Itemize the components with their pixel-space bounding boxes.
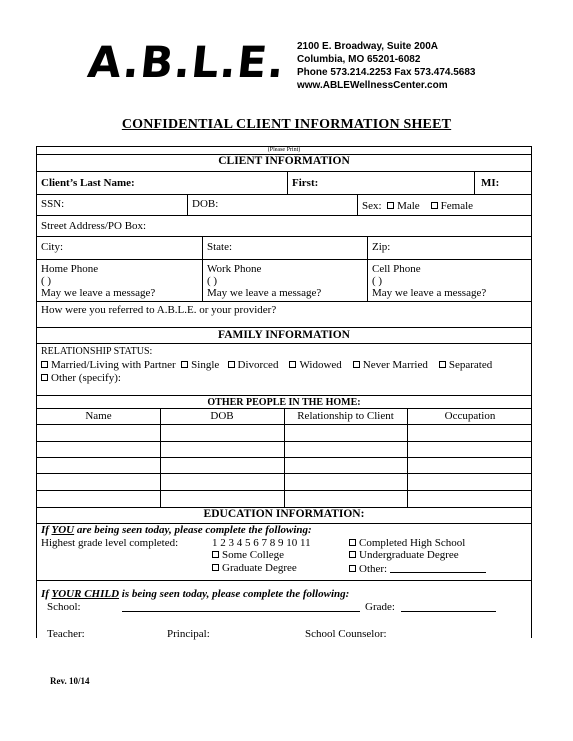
street-label: Street Address/PO Box: [41, 220, 147, 232]
col-dob: DOB [210, 410, 234, 422]
address-block [297, 40, 475, 92]
table-row[interactable] [37, 457, 531, 458]
teacher-label: Teacher: [47, 628, 85, 640]
other-relationship [41, 372, 121, 384]
married-checkbox[interactable] [41, 361, 48, 368]
please-print-note: (Please Print) [267, 147, 301, 153]
table-row[interactable] [37, 473, 531, 474]
home-phone-label: Home Phone [41, 263, 99, 275]
some-college-option: Some College [212, 549, 284, 561]
grade-line[interactable] [401, 611, 496, 612]
undergrad-checkbox[interactable] [349, 551, 356, 558]
col-name: Name [85, 410, 112, 422]
work-phone-label: Work Phone [207, 263, 262, 275]
principal-label: Principal: [167, 628, 210, 640]
other-education-option: Other: [349, 562, 486, 575]
sex-label: Sex: [362, 200, 382, 212]
other-relationship-checkbox[interactable] [41, 374, 48, 381]
client-form [36, 146, 532, 638]
state-label: State: [207, 241, 233, 253]
relationship-options [41, 359, 492, 371]
city-label: City: [41, 241, 64, 253]
never-married-label: Never Married [362, 359, 428, 371]
other-relationship-label: Other (specify): [51, 372, 121, 384]
work-phone-paren: ( ) [207, 275, 218, 287]
col-occupation: Occupation [444, 410, 496, 422]
school-field [47, 601, 81, 613]
widowed-label: Widowed [299, 359, 342, 371]
table-row[interactable] [37, 424, 531, 425]
highest-grade-label: Highest grade level completed: [41, 537, 179, 549]
table-row[interactable] [37, 441, 531, 442]
grade-label: Grade: [365, 601, 395, 613]
referred-label: How were you referred to A.B.L.E. or your provider? [41, 304, 277, 316]
other-education-line[interactable] [390, 562, 486, 573]
completed-hs-checkbox[interactable] [349, 539, 356, 546]
undergrad-option: Undergraduate Degree [349, 549, 459, 561]
family-info-heading: FAMILY INFORMATION [218, 329, 350, 341]
grade-numbers[interactable]: 1 2 3 4 5 6 7 8 9 10 11 [212, 537, 311, 549]
married-label: Married/Living with Partner [51, 359, 176, 371]
address-line-1: 2100 E. Broadway, Suite 200A [297, 41, 438, 52]
other-education-checkbox[interactable] [349, 565, 356, 572]
cell-phone-label: Cell Phone [372, 263, 421, 275]
widowed-checkbox[interactable] [289, 361, 296, 368]
phone-fax-line: Phone 573.214.2253 Fax 573.474.5683 [297, 67, 476, 78]
client-info-heading: CLIENT INFORMATION [218, 155, 350, 167]
single-label: Single [191, 359, 220, 371]
single-checkbox[interactable] [181, 361, 188, 368]
education-heading: EDUCATION INFORMATION: [203, 508, 365, 520]
relationship-status-label: RELATIONSHIP STATUS: [41, 346, 153, 357]
col-relationship: Relationship to Client [297, 410, 394, 422]
work-message-label: May we leave a message? [207, 287, 322, 299]
graduate-degree-option: Graduate Degree [212, 562, 297, 574]
cell-message-label: May we leave a message? [372, 287, 487, 299]
female-checkbox[interactable] [431, 202, 438, 209]
separated-label: Separated [448, 359, 493, 371]
completed-hs-option: Completed High School [349, 537, 465, 549]
dob-label: DOB: [192, 198, 219, 210]
revision-note: Rev. 10/14 [50, 676, 90, 686]
school-label: School: [47, 601, 81, 613]
separated-checkbox[interactable] [439, 361, 446, 368]
child-instructions: If YOUR CHILD is being seen today, please complete the following: [41, 588, 350, 600]
other-people-heading: OTHER PEOPLE IN THE HOME: [207, 397, 361, 408]
counselor-label: School Counselor: [305, 628, 387, 640]
cell-phone-paren: ( ) [372, 275, 383, 287]
female-label: Female [440, 200, 474, 212]
zip-label: Zip: [372, 241, 391, 253]
never-married-checkbox[interactable] [353, 361, 360, 368]
divorced-label: Divorced [237, 359, 279, 371]
ssn-label: SSN: [41, 198, 65, 210]
graduate-degree-checkbox[interactable] [212, 564, 219, 571]
male-checkbox[interactable] [387, 202, 394, 209]
table-row[interactable] [37, 490, 531, 491]
divorced-checkbox[interactable] [228, 361, 235, 368]
male-label: Male [397, 200, 420, 212]
address-line-2: Columbia, MO 65201-6082 [297, 54, 421, 65]
last-name-label: Client’s Last Name: [41, 177, 135, 189]
home-phone-paren: ( ) [41, 275, 52, 287]
you-instructions: If YOU are being seen today, please complete the following: [41, 524, 312, 536]
some-college-checkbox[interactable] [212, 551, 219, 558]
sex-field [362, 200, 473, 212]
able-logo: A.B.L.E. [85, 38, 288, 88]
home-message-label: May we leave a message? [41, 287, 156, 299]
school-line[interactable] [122, 611, 360, 612]
first-name-label: First: [292, 177, 319, 189]
mi-label: MI: [481, 177, 500, 189]
page-title: CONFIDENTIAL CLIENT INFORMATION SHEET [121, 117, 452, 132]
website-link[interactable]: www.ABLEWellnessCenter.com [297, 80, 448, 91]
